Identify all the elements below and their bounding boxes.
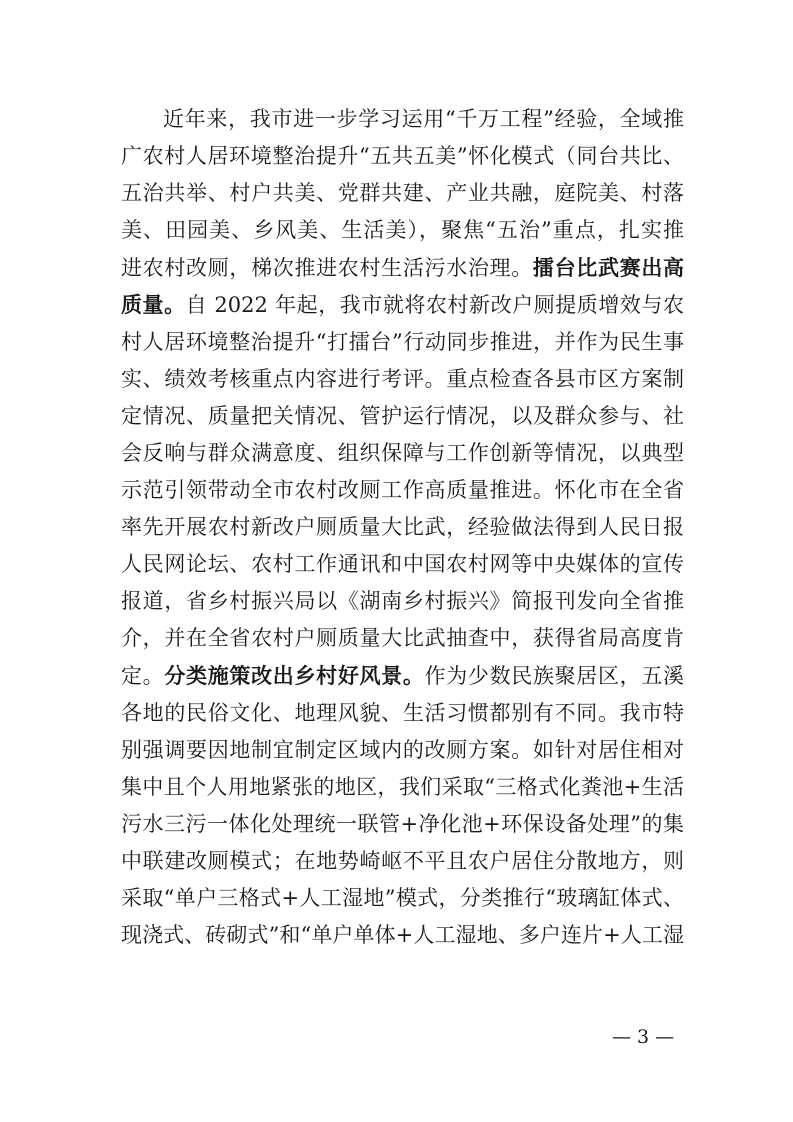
body-text: 进农村改厕，梯次推进农村生活污水治理。 <box>121 256 533 281</box>
text-line <box>121 546 684 583</box>
body-text: 集中且个人用地紧张的地区，我们采取“三格式化粪池+生活 <box>121 774 684 799</box>
body-text: 采取“单户三格式+人工湿地”模式，分类推行“玻璃缸体式、 <box>121 885 684 910</box>
text-line <box>121 286 684 323</box>
page-number: — 3 — <box>612 1026 675 1048</box>
text-line <box>121 583 684 620</box>
body-text: 中联建改厕模式；在地势崎岖不平且农户居住分散地方，则 <box>121 848 684 873</box>
bold-heading-text: 分类施策改出乡村好风景。 <box>164 663 425 689</box>
body-text: 自 2022 年起，我市就将农村新改户厕提质增效与农 <box>185 293 684 318</box>
body-text: 示范引领带动全市农村改厕工作高质量推进。怀化市在全省 <box>121 477 684 502</box>
body-text: 村人居环境整治提升“打擂台”行动同步推进，并作为民生事 <box>121 329 684 354</box>
body-text: 人民网论坛、农村工作通讯和中国农村网等中央媒体的宣传 <box>121 552 684 577</box>
text-line <box>121 695 684 732</box>
text-line <box>121 398 684 435</box>
text-line <box>121 249 684 286</box>
text-line <box>121 324 684 361</box>
body-paragraph <box>121 101 684 954</box>
body-text: 定情况、质量把关情况、管护运行情况，以及群众参与、社 <box>121 403 684 428</box>
text-line <box>121 732 684 769</box>
text-line <box>121 806 684 843</box>
body-text: 广农村人居环境整治提升“五共五美”怀化模式（同台共比、 <box>121 144 684 169</box>
text-line <box>121 175 684 212</box>
body-text: 作为少数民族聚居区，五溪 <box>424 664 684 689</box>
body-text: 现浇式、砖砌式”和“单户单体+人工湿地、多户连片+人工湿 <box>121 923 684 948</box>
text-line <box>121 472 684 509</box>
text-line <box>121 880 684 917</box>
body-text: 会反响与群众满意度、组织保障与工作创新等情况，以典型 <box>121 440 684 465</box>
body-text: 五治共举、村户共美、党群共建、产业共融，庭院美、村落 <box>121 181 684 206</box>
body-text: 近年来，我市进一步学习运用“千万工程”经验，全域推 <box>163 107 684 131</box>
body-text: 报道，省乡村振兴局以《湖南乡村振兴》简报刊发向全省推 <box>121 589 684 614</box>
body-text: 别强调要因地制宜制定区域内的改厕方案。如针对居住相对 <box>121 737 684 762</box>
text-line <box>121 212 684 249</box>
text-line <box>121 620 684 657</box>
body-text: 各地的民俗文化、地理风貌、生活习惯都别有不同。我市特 <box>121 700 684 725</box>
text-line <box>121 769 684 806</box>
bold-heading-text: 质量。 <box>121 292 186 318</box>
text-line <box>121 101 684 138</box>
text-line <box>121 657 684 694</box>
bold-heading-text: 擂台比武赛出高 <box>532 255 684 281</box>
text-line <box>121 843 684 880</box>
text-line <box>121 361 684 398</box>
body-text: 介，并在全省农村户厕质量大比武抽查中，获得省局高度肯 <box>121 626 684 651</box>
text-line <box>121 138 684 175</box>
text-line <box>121 917 684 954</box>
body-text: 美、田园美、乡风美、生活美），聚焦“五治”重点，扎实推 <box>121 218 684 243</box>
body-text: 定。 <box>121 664 165 689</box>
body-text: 污水三污一体化处理统一联管+净化池+环保设备处理”的集 <box>121 811 684 836</box>
text-line <box>121 435 684 472</box>
body-text: 率先开展农村新改户厕质量大比武，经验做法得到人民日报 <box>121 515 684 540</box>
text-line <box>121 509 684 546</box>
body-text: 实、绩效考核重点内容进行考评。重点检查各县市区方案制 <box>121 366 684 391</box>
